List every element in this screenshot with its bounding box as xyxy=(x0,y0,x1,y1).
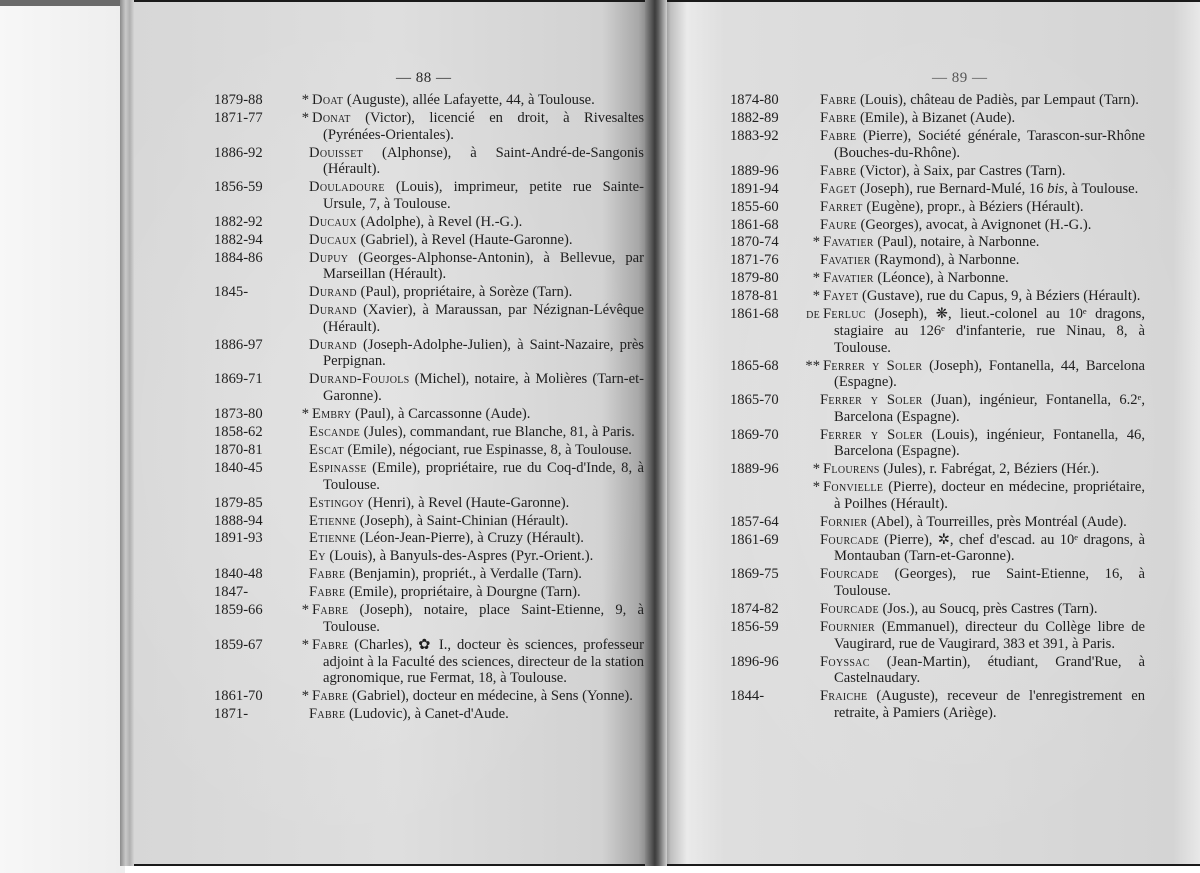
entry-body xyxy=(309,706,644,723)
member-marker: * xyxy=(301,405,309,422)
entry-body xyxy=(820,217,1145,234)
entry-body xyxy=(309,214,644,231)
list-item xyxy=(730,110,1145,127)
entry-surname: Fourcade xyxy=(820,531,879,548)
entry-italic: bis xyxy=(1047,180,1065,197)
entry-years: 1896-96 xyxy=(730,653,779,670)
entry-years: 1882-89 xyxy=(730,109,779,126)
entry-years: 1889-96 xyxy=(730,461,779,478)
entry-body xyxy=(309,250,644,283)
entry-body xyxy=(309,548,644,565)
entry-years: 1886-92 xyxy=(214,144,263,161)
entry-details: (Joseph), ❋, lieut.-colonel au 10ᵉ dragons, stagiaire au 126ᵉ d'infanterie, rue Ninau, 8, à Toulouse. xyxy=(834,306,1145,356)
entry-details: (Gabriel), à Revel (Haute-Garonne). xyxy=(356,231,573,248)
entry-body xyxy=(309,495,644,512)
entry-details: (Juan), ingénieur, Fontanella, 6.2ᵉ, Barcelona (Espagne). xyxy=(834,392,1145,425)
entry-details: (Emile), à Bizanet (Aude). xyxy=(856,109,1016,126)
entry-years: 1847- xyxy=(214,584,249,601)
entry-details: (Paul), notaire, à Narbonne. xyxy=(873,234,1040,251)
list-item xyxy=(730,92,1145,109)
entry-years: 1855-60 xyxy=(730,198,779,215)
entry-details: (Michel), notaire, à Molières (Tarn-et-Garonne). xyxy=(323,371,644,404)
list-item xyxy=(214,250,644,283)
entry-years: 1873-80 xyxy=(214,405,263,422)
entry-years: 1874-82 xyxy=(730,601,779,618)
list-item xyxy=(730,566,1145,599)
member-marker: * xyxy=(301,109,309,126)
entry-details: (Pierre), docteur en médecine, propriétaire, à Poilhes (Hérault). xyxy=(834,479,1145,512)
entry-surname: Ducaux xyxy=(309,231,357,248)
list-item xyxy=(214,442,644,459)
entry-years: 1884-86 xyxy=(214,249,263,266)
entry-surname: Fabre xyxy=(820,162,857,179)
entry-body xyxy=(309,584,644,601)
entry-years: 1840-45 xyxy=(214,459,263,476)
member-marker: * xyxy=(812,288,820,305)
entry-details: (Auguste), allée Lafayette, 44, à Toulouse. xyxy=(343,92,595,108)
entry-years: 1882-94 xyxy=(214,231,263,248)
entry-years: 1879-85 xyxy=(214,494,263,511)
entry-body xyxy=(309,530,644,547)
entry-body xyxy=(309,460,644,493)
member-marker: * xyxy=(301,637,309,653)
entry-details: (Georges), avocat, à Avignonet (H.-G.). xyxy=(856,216,1092,233)
entry-years: 1861-68 xyxy=(730,216,779,233)
entry-years: 1869-70 xyxy=(730,426,779,443)
list-item xyxy=(214,706,644,723)
entry-years: 1861-68 xyxy=(730,306,779,323)
entry-details: (Benjamin), propriét., à Verdalle (Tarn). xyxy=(345,566,582,583)
entry-details: (Joseph), à Saint-Chinian (Hérault). xyxy=(356,512,569,529)
entry-surname: Durand xyxy=(309,302,357,319)
entry-years: 1861-70 xyxy=(214,688,263,705)
entry-surname: Fournier xyxy=(820,619,875,636)
entry-details-tail: , à Toulouse. xyxy=(1064,180,1139,197)
entry-body xyxy=(812,461,1145,478)
scan-background xyxy=(0,0,125,873)
entry-years: 1858-62 xyxy=(214,423,263,440)
entry-surname: Fayet xyxy=(823,288,859,305)
entry-years: 1871- xyxy=(214,706,249,723)
entry-body xyxy=(820,514,1145,531)
entry-body xyxy=(301,405,644,423)
entry-surname: Fornier xyxy=(820,513,868,530)
list-item xyxy=(730,601,1145,618)
entry-surname: Fabre xyxy=(309,566,346,583)
entry-surname: Fraiche xyxy=(820,688,868,705)
list-item xyxy=(730,532,1145,565)
entry-surname: Fabre xyxy=(312,602,349,619)
entry-body xyxy=(820,566,1145,599)
entry-years: 1844- xyxy=(730,688,765,705)
entry-years: 1879-80 xyxy=(730,270,779,287)
entry-details: (Raymond), à Narbonne. xyxy=(870,252,1020,269)
entry-years: 1878-81 xyxy=(730,288,779,305)
list-item xyxy=(214,424,644,441)
page-number: — 88 — xyxy=(396,70,452,86)
entry-body xyxy=(820,688,1145,721)
list-item xyxy=(214,530,644,547)
entry-years: 1857-64 xyxy=(730,513,779,530)
entry-years: 1889-96 xyxy=(730,162,779,179)
entry-details: (Victor), licencié en droit, à Rivesaltes (Pyrénées-Orientales). xyxy=(323,109,644,143)
list-item xyxy=(214,566,644,583)
entry-surname: Estingoy xyxy=(309,494,365,511)
entry-body xyxy=(309,179,644,212)
entry-details: (Abel), à Tourreilles, près Montréal (Aude). xyxy=(867,513,1127,530)
entry-surname: Durand xyxy=(309,284,357,301)
entry-years: 1883-92 xyxy=(730,127,779,144)
list-item xyxy=(730,654,1145,687)
list-item xyxy=(214,637,644,687)
entry-details: (Emile), négociant, rue Espinasse, 8, à Toulouse. xyxy=(343,441,632,458)
entry-body xyxy=(820,532,1145,565)
entry-body xyxy=(301,602,644,636)
entry-details: (Victor), à Saix, par Castres (Tarn). xyxy=(856,162,1066,179)
list-item xyxy=(730,199,1145,216)
list-item xyxy=(214,548,644,565)
list-item xyxy=(214,110,644,143)
entry-years: 1891-93 xyxy=(214,530,263,547)
list-item xyxy=(214,513,644,530)
entry-body xyxy=(820,110,1145,127)
name-particle: de xyxy=(806,306,820,323)
entry-details: (Jules), commandant, rue Blanche, 81, à Paris. xyxy=(360,423,635,440)
entry-body xyxy=(820,199,1145,216)
entry-surname: Espinasse xyxy=(309,459,367,476)
list-item xyxy=(214,214,644,231)
entry-surname: Ferrer y Soler xyxy=(820,426,923,443)
entry-details: (Henri), à Revel (Haute-Garonne). xyxy=(364,494,570,511)
entry-body xyxy=(820,601,1145,618)
entry-body xyxy=(301,688,644,705)
entry-list xyxy=(214,92,644,724)
entry-years: 1859-66 xyxy=(214,602,263,619)
list-item xyxy=(730,619,1145,652)
entry-details: (Xavier), à Maraussan, par Nézignan-Lévêque (Hérault). xyxy=(323,302,644,335)
entry-surname: Dupuy xyxy=(309,249,349,266)
entry-surname: Etienne xyxy=(309,530,357,547)
entry-body xyxy=(309,232,644,249)
entry-body xyxy=(301,637,644,687)
entry-years: 1856-59 xyxy=(730,619,779,636)
entry-surname: Etienne xyxy=(309,512,357,529)
entry-surname: Faure xyxy=(820,216,857,233)
entry-body xyxy=(812,234,1145,251)
list-item xyxy=(214,584,644,601)
list-item xyxy=(214,460,644,493)
member-marker: * xyxy=(301,602,309,619)
entry-body xyxy=(812,479,1145,512)
list-item xyxy=(214,284,644,301)
entry-details: (Paul), à Carcassonne (Aude). xyxy=(351,405,531,422)
entry-details: (Joseph-Adolphe-Julien), à Saint-Nazaire, près Perpignan. xyxy=(323,336,644,370)
entry-surname: Farret xyxy=(820,198,863,215)
entry-body xyxy=(820,427,1145,460)
entry-surname: Fabre xyxy=(309,706,346,723)
entry-surname: Flourens xyxy=(823,461,880,478)
member-marker: * xyxy=(812,234,820,251)
entry-years: 1886-97 xyxy=(214,336,263,353)
scan-edge xyxy=(0,0,125,6)
entry-years: 1845- xyxy=(214,284,249,301)
entry-surname: Donat xyxy=(312,109,351,126)
entry-body xyxy=(309,513,644,530)
entry-body xyxy=(820,92,1145,109)
entry-surname: Fabre xyxy=(312,637,349,653)
entry-years: 1870-81 xyxy=(214,441,263,458)
entry-years: 1891-94 xyxy=(730,180,779,197)
entry-surname: Fabre xyxy=(309,584,346,601)
entry-details: (Joseph), Fontanella, 44, Barcelona (Espagne). xyxy=(834,357,1145,391)
entry-body xyxy=(309,566,644,583)
list-item xyxy=(730,128,1145,161)
book-gutter xyxy=(645,0,667,866)
entry-surname: Faget xyxy=(820,180,857,197)
list-item xyxy=(214,337,644,370)
member-marker: ** xyxy=(805,357,820,374)
entry-years: 1871-76 xyxy=(730,252,779,269)
entry-surname: Fabre xyxy=(820,92,857,108)
list-item xyxy=(214,145,644,178)
list-item xyxy=(730,427,1145,460)
entry-years: 1879-88 xyxy=(214,92,263,108)
entry-details: (Paul), propriétaire, à Sorèze (Tarn). xyxy=(356,284,573,301)
entry-years: 1859-67 xyxy=(214,637,263,653)
list-item xyxy=(214,406,644,423)
entry-years: 1871-77 xyxy=(214,109,263,126)
page-number: — 89 — xyxy=(932,70,988,86)
entry-surname: Douladoure xyxy=(309,179,385,196)
entry-body xyxy=(806,306,1145,356)
list-item xyxy=(214,602,644,635)
entry-details: (Adolphe), à Revel (H.-G.). xyxy=(356,213,523,230)
list-item xyxy=(730,306,1145,356)
entry-details: (Charles), ✿ I., docteur ès sciences, professeur adjoint à la Faculté des sciences, directeur de la station agronomique, rue Fermat, 18, à Toulouse. xyxy=(323,637,644,687)
member-marker: * xyxy=(301,92,309,108)
entry-surname: Embry xyxy=(312,405,352,422)
entry-body xyxy=(309,284,644,301)
entry-details: (Emmanuel), directeur du Collège libre de Vaugirard, rue de Vaugirard, 383 et 391, à Paris. xyxy=(834,619,1145,652)
entry-years: 1888-94 xyxy=(214,512,263,529)
list-item xyxy=(214,302,644,335)
entry-body xyxy=(309,442,644,459)
entry-years: 1865-70 xyxy=(730,392,779,409)
list-item xyxy=(730,392,1145,425)
entry-details: (Gustave), rue du Capus, 9, à Béziers (Hérault). xyxy=(858,288,1141,305)
entry-body xyxy=(820,163,1145,180)
entry-surname: Durand xyxy=(309,336,357,353)
entry-details: (Louis), château de Padiès, par Lempaut (Tarn). xyxy=(856,92,1139,108)
list-item xyxy=(214,179,644,212)
list-item xyxy=(730,163,1145,180)
entry-details: (Pierre), Société générale, Tarascon-sur-Rhône (Bouches-du-Rhône). xyxy=(834,127,1145,161)
member-marker: * xyxy=(812,270,820,287)
entry-surname: Favatier xyxy=(823,270,874,287)
entry-details: (Joseph), notaire, place Saint-Etienne, 9, à Toulouse. xyxy=(323,602,644,636)
entry-surname: Escat xyxy=(309,441,344,458)
entry-surname: Douisset xyxy=(309,144,364,161)
entry-details: (Gabriel), docteur en médecine, à Sens (Yonne). xyxy=(348,688,633,705)
entry-surname: Ey xyxy=(309,548,326,565)
entry-years: 1856-59 xyxy=(214,179,263,196)
entry-details: (Louis), imprimeur, petite rue Sainte-Ursule, 7, à Toulouse. xyxy=(323,179,644,212)
entry-details: (Emile), propriétaire, rue du Coq-d'Inde, 8, à Toulouse. xyxy=(323,459,644,493)
entry-details: (Léonce), à Narbonne. xyxy=(873,270,1009,287)
list-item xyxy=(730,461,1145,478)
entry-body xyxy=(309,337,644,370)
entry-details: (Ludovic), à Canet-d'Aude. xyxy=(345,706,509,723)
entry-surname: Ferluc xyxy=(823,306,866,323)
entry-surname: Ducaux xyxy=(309,213,357,230)
entry-years: 1874-80 xyxy=(730,92,779,108)
entry-body xyxy=(301,92,644,109)
member-marker: * xyxy=(301,688,309,705)
entry-body xyxy=(309,424,644,441)
list-item xyxy=(730,181,1145,198)
entry-details: (Jules), r. Fabrégat, 2, Béziers (Hér.). xyxy=(879,461,1100,478)
entry-surname: Fourcade xyxy=(820,566,879,583)
entry-details: (Jean-Martin), étudiant, Grand'Rue, à Castelnaudary. xyxy=(834,653,1145,687)
page-stack-edge xyxy=(120,0,134,866)
entry-years: 1869-75 xyxy=(730,566,779,583)
entry-surname: Fabre xyxy=(312,688,349,705)
list-item xyxy=(730,479,1145,512)
list-item xyxy=(214,495,644,512)
entry-details: (Emile), propriétaire, à Dourgne (Tarn). xyxy=(345,584,581,601)
entry-surname: Foyssac xyxy=(820,653,870,670)
list-item xyxy=(214,232,644,249)
entry-details: (Alphonse), à Saint-André-de-Sangonis (Hérault). xyxy=(323,144,644,178)
entry-body xyxy=(820,128,1145,161)
entry-details: (Louis), ingénieur, Fontanella, 46, Barcelona (Espagne). xyxy=(834,426,1145,460)
list-item xyxy=(730,288,1145,305)
entry-years: 1840-48 xyxy=(214,566,263,583)
entry-body xyxy=(309,371,644,404)
entry-details: (Jos.), au Soucq, près Castres (Tarn). xyxy=(878,601,1098,618)
entry-surname: Fabre xyxy=(820,109,857,126)
list-item xyxy=(214,92,644,109)
entry-years: 1865-68 xyxy=(730,357,779,374)
entry-details: (Louis), à Banyuls-des-Aspres (Pyr.-Orient.). xyxy=(325,548,594,565)
list-item xyxy=(730,270,1145,287)
entry-years: 1882-92 xyxy=(214,213,263,230)
list-item xyxy=(730,252,1145,269)
entry-body xyxy=(820,392,1145,425)
list-item xyxy=(730,688,1145,721)
entry-surname: Favatier xyxy=(820,252,871,269)
list-item xyxy=(730,514,1145,531)
entry-details: (Léon-Jean-Pierre), à Cruzy (Hérault). xyxy=(356,530,584,547)
list-item xyxy=(214,371,644,404)
entry-surname: Escande xyxy=(309,423,361,440)
list-item xyxy=(730,217,1145,234)
entry-surname: Fonvielle xyxy=(823,479,884,496)
entry-surname: Durand-Foujols xyxy=(309,371,410,388)
entry-years: 1870-74 xyxy=(730,234,779,251)
list-item xyxy=(730,358,1145,391)
entry-details: (Georges-Alphonse-Antonin), à Bellevue, par Marseillan (Hérault). xyxy=(323,249,644,283)
entry-body xyxy=(309,145,644,178)
entry-surname: Doat xyxy=(312,92,344,108)
entry-list xyxy=(730,92,1145,723)
entry-surname: Favatier xyxy=(823,234,874,251)
entry-body xyxy=(301,109,644,143)
entry-surname: Ferrer y Soler xyxy=(820,392,923,409)
entry-body xyxy=(820,181,1145,198)
list-item xyxy=(214,688,644,705)
entry-details: (Joseph), rue Bernard-Mulé, 16 xyxy=(856,180,1048,197)
entry-body xyxy=(812,270,1145,287)
right-page xyxy=(660,2,1200,864)
entry-details: (Georges), rue Saint-Etienne, 16, à Toulouse. xyxy=(834,566,1145,600)
entry-body xyxy=(820,252,1145,269)
entry-body xyxy=(309,302,644,335)
entry-surname: Fourcade xyxy=(820,601,879,618)
left-page xyxy=(134,2,654,864)
entry-details: (Pierre), ✲, chef d'escad. au 10ᵉ dragons, à Montauban (Tarn-et-Garonne). xyxy=(834,531,1145,565)
entry-surname: Fabre xyxy=(820,127,857,144)
entry-details: (Auguste), receveur de l'enregistrement en retraite, à Pamiers (Ariège). xyxy=(834,688,1145,721)
entry-body xyxy=(820,654,1145,687)
entry-body xyxy=(812,288,1145,305)
member-marker: * xyxy=(812,461,820,478)
entry-years: 1861-69 xyxy=(730,531,779,548)
member-marker: * xyxy=(812,479,820,496)
entry-surname: Ferrer y Soler xyxy=(823,357,923,374)
entry-body xyxy=(820,619,1145,652)
list-item xyxy=(730,234,1145,251)
entry-body xyxy=(805,357,1145,391)
entry-years: 1869-71 xyxy=(214,371,263,388)
entry-details: (Eugène), propr., à Béziers (Hérault). xyxy=(862,198,1084,215)
